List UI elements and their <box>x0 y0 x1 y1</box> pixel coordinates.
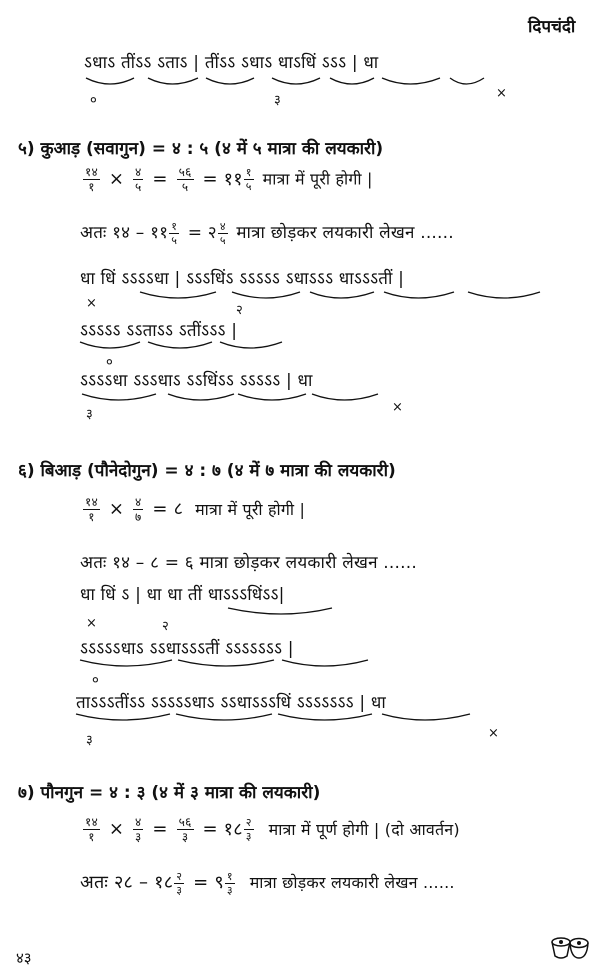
arc <box>232 292 300 298</box>
sam-mark: × <box>86 616 97 631</box>
equation: $\frac{१४}{१}$ × $\frac{४}{३}$ = $\frac{५६}{३}$ = १८ $\frac{२}{३}$ मात्रा में पूर्ण होगी | (दो आवर्तन) <box>85 815 460 844</box>
equation: $\frac{१४}{१}$ × $\frac{४}{५}$ = $\frac{५६}{५}$ = ११ $\frac{१}{५}$ मात्रा में पूरी होगी | <box>85 165 373 194</box>
arc <box>148 342 212 348</box>
equation: अतः २८ – १८ $\frac{२}{३}$ = ९ $\frac{१}{३}$ मात्रा छोड़कर लयकारी लेखन ...... <box>80 869 455 897</box>
tali-mark: ३ <box>274 93 281 108</box>
tabla-icon <box>550 934 590 966</box>
arc <box>148 78 198 84</box>
arc <box>382 714 470 720</box>
khali-mark: ० <box>92 673 99 688</box>
fraction: $\frac{४}{३}$ <box>135 815 142 844</box>
bol-line: ताऽऽऽतींऽऽ ऽऽऽऽऽधाऽ ऽऽधाऽऽऽधिं ऽऽऽऽऽऽऽ | धा <box>76 693 386 713</box>
tali-mark: ३ <box>86 407 93 422</box>
equation: $\frac{१४}{१}$ × $\frac{४}{७}$ = ८ मात्रा में पूरी होगी | <box>85 495 306 524</box>
fraction: $\frac{१४}{१}$ <box>85 495 98 524</box>
fraction: $\frac{१४}{१}$ <box>85 815 98 844</box>
arc <box>168 394 234 400</box>
arc <box>278 714 372 720</box>
fraction: $\frac{४}{५}$ <box>135 165 142 194</box>
arc <box>468 292 540 298</box>
arc <box>330 78 374 84</box>
sam-mark: × <box>496 86 507 101</box>
tali-mark: ३ <box>86 733 93 748</box>
equation: अतः १४ – ८ = ६ मात्रा छोड़कर लयकारी लेखन ...... <box>80 553 417 573</box>
arc <box>220 342 282 348</box>
sam-mark: × <box>86 296 97 311</box>
arc <box>382 78 440 84</box>
khali-mark: ० <box>90 93 97 108</box>
page-number: ४३ <box>16 949 32 967</box>
section-heading: ६) बिआड़ (पौनेदोगुन) = ४ : ७ (४ में ७ मात्रा की लयकारी) <box>18 461 396 481</box>
section-heading: ५) कुआड़ (सवागुन) = ४ : ५ (४ में ५ मात्रा की लयकारी) <box>18 139 384 159</box>
arc <box>206 78 254 84</box>
sam-mark: × <box>488 726 499 741</box>
fraction: $\frac{५६}{३}$ <box>178 815 192 844</box>
fraction: $\frac{१}{५}$ <box>245 166 252 193</box>
arc <box>82 394 156 400</box>
section-heading: ७) पौनगुन = ४ : ३ (४ में ३ मात्रा की लयकारी) <box>18 783 321 803</box>
arc <box>86 78 134 84</box>
page-header-title: दिपचंदी <box>528 17 576 37</box>
arc <box>282 660 368 666</box>
khali-mark: ० <box>106 355 113 370</box>
arc <box>238 394 306 400</box>
tali-mark: २ <box>162 619 169 634</box>
arc <box>76 714 170 720</box>
fraction: $\frac{५६}{५}$ <box>178 165 192 194</box>
bol-line: ऽऽऽऽऽ ऽऽताऽऽ ऽतींऽऽऽ | <box>80 321 238 341</box>
fraction: $\frac{१४}{१}$ <box>85 165 98 194</box>
arc <box>384 292 454 298</box>
arc <box>80 660 172 666</box>
fraction: $\frac{२}{३}$ <box>245 816 252 843</box>
fraction: $\frac{१}{३}$ <box>226 869 233 897</box>
arc <box>178 660 274 666</box>
arc <box>176 714 272 720</box>
tali-mark: २ <box>236 303 243 318</box>
arc <box>80 342 140 348</box>
fraction: $\frac{४}{५}$ <box>219 219 226 247</box>
sam-mark: × <box>392 400 403 415</box>
bol-line: धा धिं ऽ | धा धा तीं धाऽऽऽधिंऽऽ| <box>80 585 285 605</box>
fraction: $\frac{२}{३}$ <box>176 869 183 897</box>
arc <box>450 78 484 84</box>
bol-line: धा धिं ऽऽऽऽधा | ऽऽऽधिंऽ ऽऽऽऽऽ ऽधाऽऽऽ धाऽऽऽतीं | <box>80 269 405 289</box>
arc <box>140 292 216 298</box>
equation: अतः १४ – ११ $\frac{१}{५}$ = २ $\frac{४}{५}$ मात्रा छोड़कर लयकारी लेखन ...... <box>80 219 454 247</box>
bol-line: ऽऽऽऽऽधाऽ ऽऽधाऽऽऽतीं ऽऽऽऽऽऽऽ | <box>80 639 294 659</box>
fraction: $\frac{४}{७}$ <box>135 495 142 524</box>
arc <box>228 608 332 614</box>
arc <box>312 394 378 400</box>
bol-line: ऽधाऽ तींऽऽ ऽताऽ | तींऽऽ ऽधाऽ धाऽधिं ऽऽऽ | धा <box>84 53 379 73</box>
arc <box>272 78 320 84</box>
bol-line: ऽऽऽऽधा ऽऽऽधाऽ ऽऽधिंऽऽ ऽऽऽऽऽ | धा <box>80 371 313 391</box>
arc <box>310 292 374 298</box>
fraction: $\frac{१}{५}$ <box>171 219 178 247</box>
